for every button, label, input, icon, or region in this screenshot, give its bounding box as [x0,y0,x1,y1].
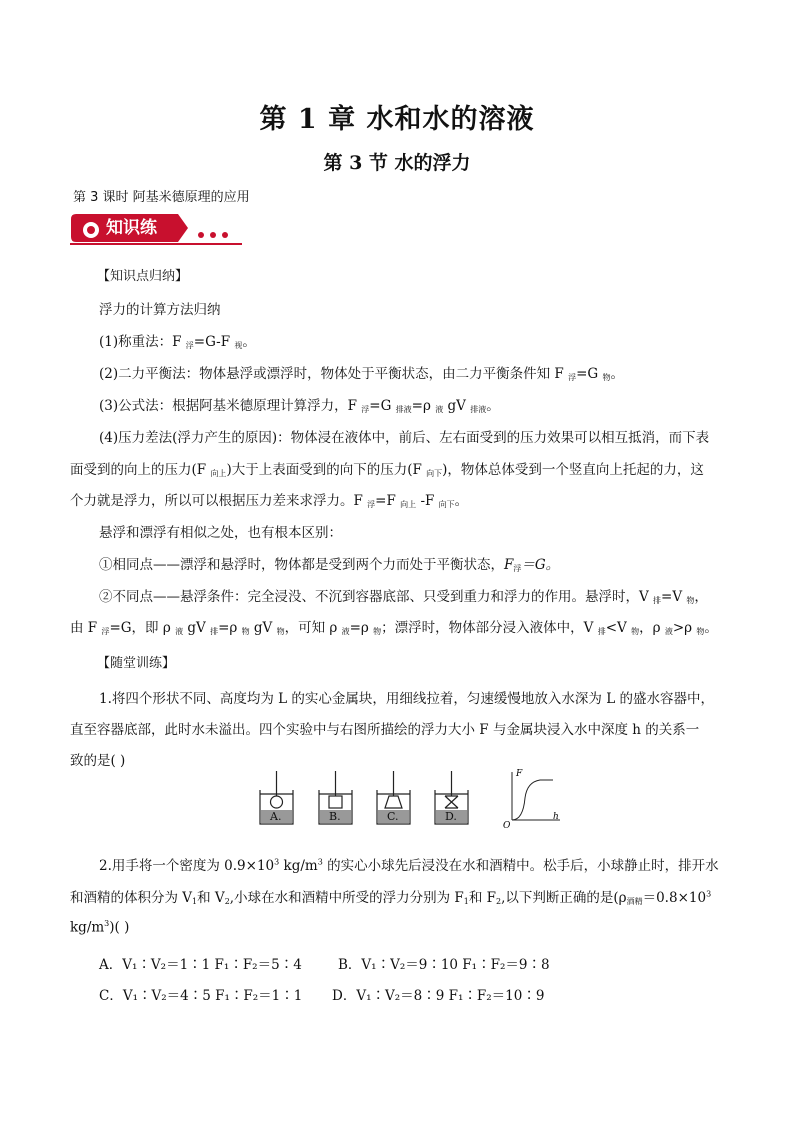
page-title: 第 1 章 水和水的溶液 [259,104,535,135]
option-label-a: A. [270,810,282,823]
option-label-c: C. [387,810,399,823]
method-4-line3: 个力就是浮力，所以可以根据压力差来求浮力。F $_浮$=F $_{向上}$ -F $_{向下}$。 [70,493,469,509]
option-a: A．V₁∶V₂＝1∶1 F₁∶F₂＝5∶4 [99,957,302,973]
option-b: B．V₁∶V₂＝9∶10 F₁∶F₂＝9∶8 [338,957,550,973]
option-d: D．V₁∶V₂＝8∶9 F₁∶F₂＝10∶9 [332,988,545,1004]
question-2-line1: 2.用手将一个密度为 $0.9\times 10^3$ $kg/m^3$ 的实心小球先后浸没在水和酒精中。松手后，小球静止时，排开水 [99,857,719,874]
section-subtitle: 第 3 节 水的浮力 [323,152,471,174]
method-1: (1)称重法：F $_浮$=G-F $_视$。 [99,334,256,350]
practice-heading: 【随堂训练】 [97,656,176,671]
beakers-diagram [255,768,575,828]
question-1-line3: 致的是( ) [70,753,126,769]
method-intro: 浮力的计算方法归纳 [99,302,221,318]
question-2-line2: 和酒精的体积分为 $V_1$和 $V_2$,小球在水和酒精中所受的浮力分别为 $F_1$和 $F_2$,以下判断正确的是($\rho_{酒精}=0.8\times 10^3$ [70,889,712,906]
option-c: C．V₁∶V₂＝4∶5 F₁∶F₂＝1∶1 [99,988,303,1004]
knowledge-heading: 【知识点归纳】 [97,269,189,284]
method-4-line2: 面受到的向上的压力(F $_{向上}$)大于上表面受到的向下的压力(F $_{向下}$)，物体总体受到一个竖直向上托起的力，这 [70,462,704,478]
option-label-b: B. [329,810,341,823]
method-4-line1: (4)压力差法(浮力产生的原因)：物体浸在液体中，前后、左右面受到的压力效果可以相互抵消，而下表 [99,430,710,446]
banner-label: 知识练 [106,218,157,238]
graph-y-label: F [516,769,523,779]
banner-shape [70,211,245,245]
question-1-line1: 1.将四个形状不同、高度均为 L 的实心金属块，用细线拉着，匀速缓慢地放入水深为 L 的盛水容器中， [99,691,714,707]
graph-origin-label: O [503,821,511,828]
method-2: (2)二力平衡法：物体悬浮或漂浮时，物体处于平衡状态，由二力平衡条件知 F $_浮$=G $_物$。 [99,366,624,382]
graph-x-label: h [553,812,559,822]
lesson-title: 第 3 课时 阿基米德原理的应用 [73,190,250,205]
difference-line2: 由 F $_浮$=G，即 ρ $_液$ gV $_排$=ρ $_物$ gV $_物$，可知 ρ $_液$=ρ $_物$；漂浮时，物体部分浸入液体中，V $_排$<V $_物$，ρ $_液$>ρ $_物$。 [70,620,718,636]
question-2-line3: $kg/m^3$)( ) [70,919,130,936]
method-3: (3)公式法：根据阿基米德原理计算浮力，F $_浮$=G $_{排液}$=ρ $_液$ gV $_{排液}$。 [99,398,500,414]
difference-intro: 悬浮和漂浮有相似之处，也有根本区别： [99,525,342,541]
option-label-d: D. [445,810,457,823]
question-1-figure [255,768,575,828]
similarity: ①相同点——漂浮和悬浮时，物体都是受到两个力而处于平衡状态，$F_浮=G$。 [99,557,560,573]
question-1-line2: 直至容器底部，此时水未溢出。四个实验中与右图所描绘的浮力大小 F 与金属块浸入水中深度 h 的关系一 [70,722,700,738]
difference-line1: ②不同点——悬浮条件：完全浸没、不沉到容器底部、只受到重力和浮力的作用。悬浮时，V $_排$=V $_物$， [99,589,708,605]
knowledge-banner [70,211,245,245]
